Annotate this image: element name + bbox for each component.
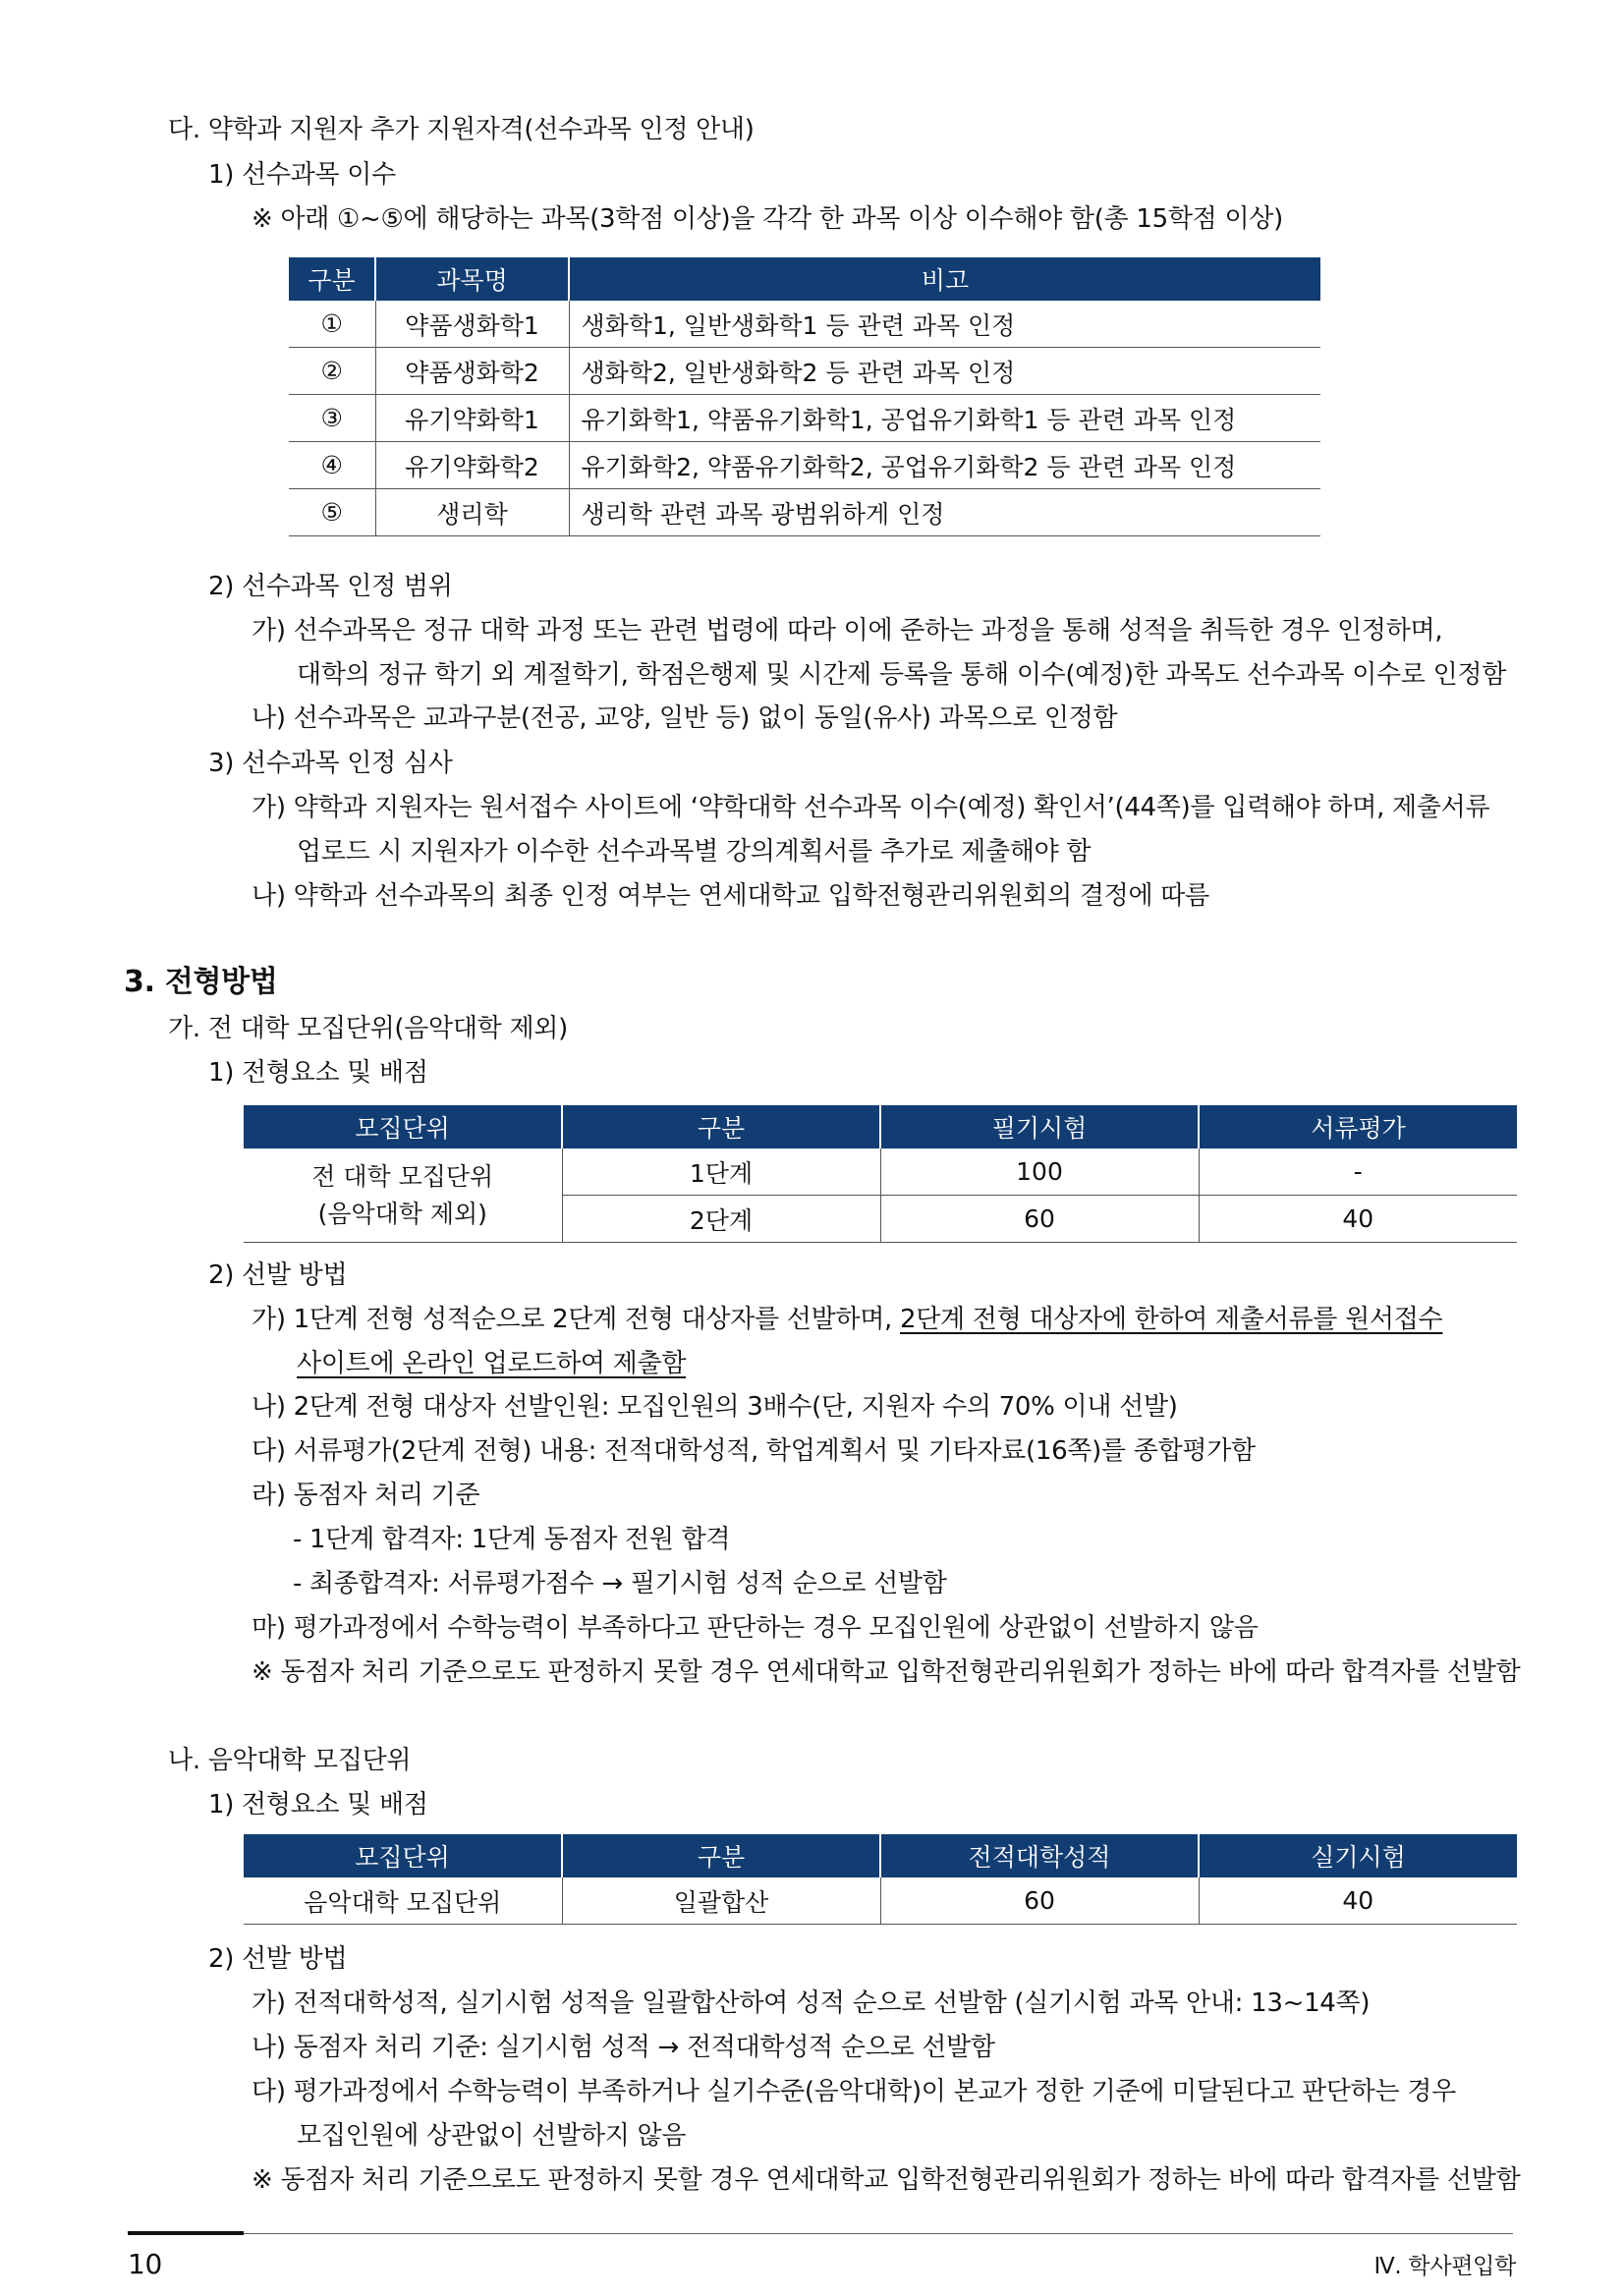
paragraph: 마) 평가과정에서 수학능력이 부족하다고 판단하는 경우 모집인원에 상관없이 선발하지 않음 xyxy=(252,1613,1259,1643)
cell-stage: 1단계 xyxy=(562,1148,880,1196)
cell-stage: 2단계 xyxy=(562,1196,880,1243)
paragraph xyxy=(297,1347,686,1380)
list-item: - 1단계 합격자: 1단계 동점자 전원 합격 xyxy=(293,1525,731,1554)
col-header: 실기시험 xyxy=(1199,1834,1517,1877)
cell-note: 유기화학1, 약품유기화학1, 공업유기화학1 등 관련 과목 인정 xyxy=(569,395,1320,442)
col-header: 구분 xyxy=(562,1105,880,1148)
paragraph: 모집인원에 상관없이 선발하지 않음 xyxy=(297,2121,687,2151)
page-number: 10 xyxy=(128,2248,163,2280)
cell-unit: 음악대학 모집단위 xyxy=(244,1877,562,1925)
score-table-general xyxy=(244,1105,1517,1243)
table-row xyxy=(289,348,1320,395)
cell-note: 생화학2, 일반생화학2 등 관련 과목 인정 xyxy=(569,348,1320,395)
cell-unit xyxy=(244,1148,562,1243)
cell-note: 유기화학2, 약품유기화학2, 공업유기화학2 등 관련 과목 인정 xyxy=(569,442,1320,489)
col-header: 모집단위 xyxy=(244,1834,562,1877)
section-title-pharmacy: 다. 약학과 지원자 추가 지원자격(선수과목 인정 안내) xyxy=(168,115,755,144)
footer-divider xyxy=(128,2233,1513,2234)
cell-name: 유기약화학2 xyxy=(375,442,569,489)
table-header-row xyxy=(289,257,1320,301)
section-title-all-units: 가. 전 대학 모집단위(음악대학 제외) xyxy=(168,1014,568,1043)
table-row xyxy=(289,489,1320,536)
cell-written: 100 xyxy=(880,1148,1199,1196)
footer-accent-bar xyxy=(128,2231,244,2235)
subsection-elements: 1) 전형요소 및 배점 xyxy=(208,1058,428,1088)
subsection-prereq: 1) 선수과목 이수 xyxy=(208,160,396,190)
paragraph: 나) 선수과목은 교과구분(전공, 교양, 일반 등) 없이 동일(유사) 과목으로 인정함 xyxy=(252,703,1118,733)
subsection-selection: 2) 선발 방법 xyxy=(208,1260,348,1290)
cell-practical: 40 xyxy=(1199,1877,1517,1925)
paragraph: 가) 약학과 지원자는 원서접수 사이트에 ‘약학대학 선수과목 이수(예정) 확인서’(44쪽)를 입력해야 하며, 제출서류 xyxy=(252,793,1490,822)
unit-line: (음악대학 제외) xyxy=(317,1199,487,1228)
section-heading: 3. 전형방법 xyxy=(124,965,278,999)
paragraph: 나) 2단계 전형 대상자 선발인원: 모집인원의 3배수(단, 지원자 수의 70% 이내 선발) xyxy=(252,1392,1178,1422)
col-header: 서류평가 xyxy=(1199,1105,1517,1148)
table-row xyxy=(289,395,1320,442)
cell-note: 생화학1, 일반생화학1 등 관련 과목 인정 xyxy=(569,301,1320,348)
underlined-text: 사이트에 온라인 업로드하여 제출함 xyxy=(297,1349,687,1378)
cell-name: 약품생화학1 xyxy=(375,301,569,348)
subsection-prereq-scope: 2) 선수과목 인정 범위 xyxy=(208,572,453,601)
section-title-music: 나. 음악대학 모집단위 xyxy=(168,1746,412,1775)
col-header: 구분 xyxy=(289,257,375,301)
table-row xyxy=(244,1877,1517,1925)
subsection-elements: 1) 전형요소 및 배점 xyxy=(208,1790,428,1820)
underlined-text: 2단계 전형 대상자에 한하여 제출서류를 원서접수 xyxy=(899,1305,1443,1334)
cell-no: ③ xyxy=(289,395,375,442)
note: ※ 동점자 처리 기준으로도 판정하지 못할 경우 연세대학교 입학전형관리위원회가 정하는 바에 따라 합격자를 선발함 xyxy=(252,1657,1521,1687)
cell-docs: 40 xyxy=(1199,1196,1517,1243)
cell-no: ② xyxy=(289,348,375,395)
paragraph: 나) 동점자 처리 기준: 실기시험 성적 → 전적대학성적 순으로 선발함 xyxy=(252,2033,995,2062)
cell-no: ⑤ xyxy=(289,489,375,536)
col-header: 필기시험 xyxy=(880,1105,1199,1148)
text: 가) 1단계 전형 성적순으로 2단계 전형 대상자를 선발하며, xyxy=(252,1305,900,1334)
table-row xyxy=(244,1148,1517,1196)
table-row xyxy=(289,301,1320,348)
note: ※ 동점자 처리 기준으로도 판정하지 못할 경우 연세대학교 입학전형관리위원회가 정하는 바에 따라 합격자를 선발함 xyxy=(252,2165,1521,2195)
paragraph: 가) 선수과목은 정규 대학 과정 또는 관련 법령에 따라 이에 준하는 과정을 통해 성적을 취득한 경우 인정하며, xyxy=(252,616,1443,645)
col-header: 비고 xyxy=(569,257,1320,301)
list-item: - 최종합격자: 서류평가점수 → 필기시험 성적 순으로 선발함 xyxy=(293,1569,947,1598)
table-row xyxy=(289,442,1320,489)
score-table-music xyxy=(244,1834,1517,1925)
col-header: 전적대학성적 xyxy=(880,1834,1199,1877)
paragraph: 가) 전적대학성적, 실기시험 성적을 일괄합산하여 성적 순으로 선발함 (실기시험 과목 안내: 13~14쪽) xyxy=(252,1988,1371,2018)
cell-no: ④ xyxy=(289,442,375,489)
paragraph: 다) 서류평가(2단계 전형) 내용: 전적대학성적, 학업계획서 및 기타자료(16쪽)를 종합평가함 xyxy=(252,1436,1256,1466)
cell-docs: - xyxy=(1199,1148,1517,1196)
cell-grade: 60 xyxy=(880,1877,1199,1925)
cell-stage: 일괄합산 xyxy=(562,1877,880,1925)
paragraph: 대학의 정규 학기 외 계절학기, 학점은행제 및 시간제 등록을 통해 이수(예정)한 과목도 선수과목 이수로 인정함 xyxy=(297,660,1507,690)
paragraph: 다) 평가과정에서 수학능력이 부족하거나 실기수준(음악대학)이 본교가 정한 기준에 미달된다고 판단하는 경우 xyxy=(252,2077,1456,2106)
paragraph: 나) 약학과 선수과목의 최종 인정 여부는 연세대학교 입학전형관리위원회의 결정에 따름 xyxy=(252,881,1209,911)
cell-name: 유기약화학1 xyxy=(375,395,569,442)
cell-no: ① xyxy=(289,301,375,348)
col-header: 과목명 xyxy=(375,257,569,301)
table-header-row xyxy=(244,1834,1517,1877)
prereq-table xyxy=(289,257,1320,536)
table-header-row xyxy=(244,1105,1517,1148)
col-header: 모집단위 xyxy=(244,1105,562,1148)
unit-line: 전 대학 모집단위 xyxy=(311,1161,494,1191)
prereq-note: ※ 아래 ①~⑤에 해당하는 과목(3학점 이상)을 각각 한 과목 이상 이수해야 함(총 15학점 이상) xyxy=(252,204,1283,234)
subsection-prereq-review: 3) 선수과목 인정 심사 xyxy=(208,749,453,778)
cell-name: 생리학 xyxy=(375,489,569,536)
cell-note: 생리학 관련 과목 광범위하게 인정 xyxy=(569,489,1320,536)
chapter-label: Ⅳ. 학사편입학 xyxy=(1373,2254,1516,2279)
paragraph: 라) 동점자 처리 기준 xyxy=(252,1481,480,1510)
cell-name: 약품생화학2 xyxy=(375,348,569,395)
cell-written: 60 xyxy=(880,1196,1199,1243)
col-header: 구분 xyxy=(562,1834,880,1877)
subsection-selection: 2) 선발 방법 xyxy=(208,1944,348,1974)
paragraph: 업로드 시 지원자가 이수한 선수과목별 강의계획서를 추가로 제출해야 함 xyxy=(297,837,1092,867)
paragraph xyxy=(252,1303,1442,1336)
